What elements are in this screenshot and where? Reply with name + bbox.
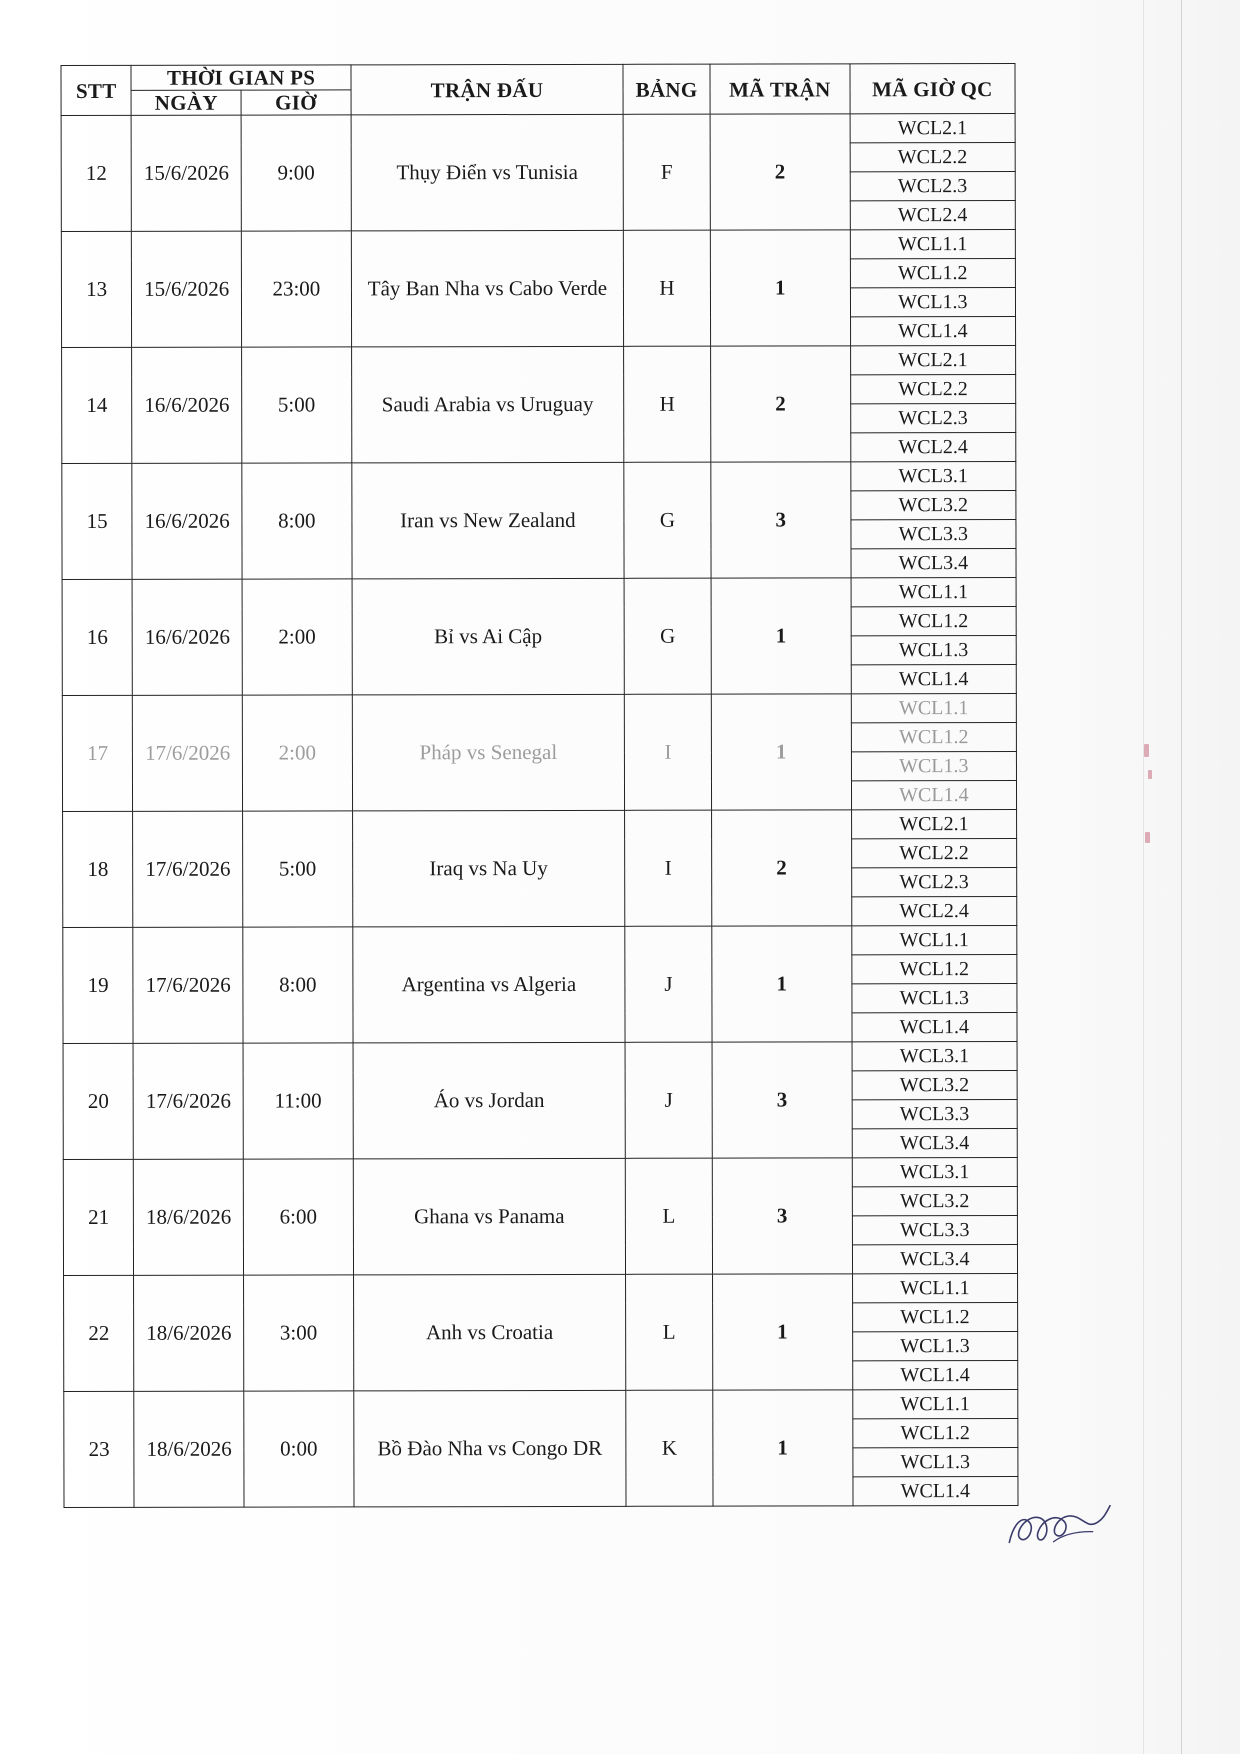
cell-ngay: 17/6/2026 xyxy=(133,1043,243,1159)
cell-ma-gio-qc: WCL3.4 xyxy=(852,1129,1017,1158)
cell-ma-tran: 1 xyxy=(711,694,851,810)
column-header-ngay: NGÀY xyxy=(131,90,241,115)
cell-ma-gio-qc: WCL1.4 xyxy=(852,1361,1017,1390)
cell-ma-gio-qc: WCL1.1 xyxy=(850,230,1015,259)
cell-tran-dau: Iran vs New Zealand xyxy=(352,463,625,580)
cell-ma-gio-qc: WCL1.4 xyxy=(850,317,1015,346)
cell-ma-gio-qc: WCL2.1 xyxy=(850,114,1015,143)
cell-stt: 20 xyxy=(63,1044,134,1160)
cell-bang: H xyxy=(624,346,711,462)
table-row xyxy=(63,926,1017,957)
cell-stt: 14 xyxy=(62,348,133,464)
cell-gio: 8:00 xyxy=(242,463,352,579)
cell-gio: 5:00 xyxy=(242,347,352,463)
cell-tran-dau: Saudi Arabia vs Uruguay xyxy=(351,347,624,464)
cell-ma-gio-qc: WCL1.2 xyxy=(852,955,1017,984)
cell-ma-tran: 1 xyxy=(712,1274,852,1390)
cell-ma-gio-qc: WCL2.4 xyxy=(851,897,1016,926)
table-row xyxy=(63,1158,1017,1189)
table-row xyxy=(62,578,1016,609)
cell-ma-gio-qc: WCL1.4 xyxy=(851,665,1016,694)
cell-ma-gio-qc: WCL3.4 xyxy=(852,1245,1017,1274)
cell-tran-dau: Iraq vs Na Uy xyxy=(352,811,625,928)
cell-bang: L xyxy=(626,1274,713,1390)
cell-ma-gio-qc: WCL1.2 xyxy=(851,723,1016,752)
cell-ngay: 17/6/2026 xyxy=(133,695,243,811)
cell-ma-gio-qc: WCL1.2 xyxy=(850,259,1015,288)
cell-bang: L xyxy=(625,1158,712,1274)
scan-artifact-speck xyxy=(1148,770,1152,779)
cell-ma-gio-qc: WCL2.2 xyxy=(851,839,1016,868)
cell-gio: 11:00 xyxy=(243,1043,353,1159)
cell-ngay: 16/6/2026 xyxy=(132,463,242,579)
cell-ma-tran: 1 xyxy=(713,1390,853,1506)
cell-stt: 22 xyxy=(64,1276,135,1392)
cell-ngay: 16/6/2026 xyxy=(132,347,242,463)
cell-ma-gio-qc: WCL3.1 xyxy=(850,462,1015,491)
cell-ngay: 17/6/2026 xyxy=(133,811,243,927)
cell-bang: G xyxy=(624,578,711,694)
cell-ma-gio-qc: WCL2.3 xyxy=(851,868,1016,897)
table-row xyxy=(64,1390,1018,1421)
cell-gio: 2:00 xyxy=(242,695,352,811)
cell-ma-tran: 3 xyxy=(712,1158,852,1274)
broadcast-schedule-table xyxy=(60,63,1018,1508)
cell-tran-dau: Bồ Đào Nha vs Congo DR xyxy=(354,1391,627,1508)
cell-gio: 8:00 xyxy=(243,927,353,1043)
cell-ngay: 16/6/2026 xyxy=(132,579,242,695)
cell-ma-gio-qc: WCL1.4 xyxy=(852,1013,1017,1042)
table-row xyxy=(61,114,1015,145)
cell-bang: I xyxy=(625,810,712,926)
scan-paper-edge-secondary xyxy=(1143,0,1144,1754)
table-body xyxy=(61,114,1018,1508)
column-header-bang: BẢNG xyxy=(623,64,710,114)
column-header-ma-gio-qc: MÃ GIỜ QC xyxy=(850,64,1015,115)
table-header xyxy=(61,64,1015,116)
cell-ma-tran: 1 xyxy=(710,230,850,346)
column-header-gio: GIỜ xyxy=(241,90,351,115)
cell-ma-gio-qc: WCL1.3 xyxy=(853,1448,1018,1477)
cell-ma-gio-qc: WCL3.1 xyxy=(852,1042,1017,1071)
cell-stt: 19 xyxy=(63,928,134,1044)
cell-ma-gio-qc: WCL1.1 xyxy=(851,578,1016,607)
column-header-tran-dau: TRẬN ĐẤU xyxy=(351,64,624,115)
table-row xyxy=(61,230,1015,261)
cell-ma-tran: 1 xyxy=(712,926,852,1042)
cell-ma-gio-qc: WCL2.3 xyxy=(850,172,1015,201)
cell-ma-gio-qc: WCL2.2 xyxy=(850,143,1015,172)
column-header-ma-tran: MÃ TRẬN xyxy=(710,64,850,115)
cell-stt: 12 xyxy=(61,116,132,232)
cell-ma-gio-qc: WCL1.3 xyxy=(852,1332,1017,1361)
cell-ma-tran: 3 xyxy=(712,1042,852,1158)
cell-ngay: 18/6/2026 xyxy=(134,1391,244,1507)
cell-tran-dau: Bỉ vs Ai Cập xyxy=(352,579,625,696)
column-header-stt: STT xyxy=(61,65,131,115)
schedule-table-container xyxy=(60,63,1018,1508)
cell-ma-gio-qc: WCL1.4 xyxy=(853,1477,1018,1506)
cell-ma-gio-qc: WCL3.2 xyxy=(852,1187,1017,1216)
table-row xyxy=(64,1274,1018,1305)
cell-ma-gio-qc: WCL1.3 xyxy=(851,752,1016,781)
cell-ngay: 18/6/2026 xyxy=(134,1159,244,1275)
cell-tran-dau: Pháp vs Senegal xyxy=(352,695,625,812)
cell-ma-gio-qc: WCL1.1 xyxy=(852,1274,1017,1303)
header-row-top xyxy=(61,64,1015,91)
cell-stt: 21 xyxy=(63,1160,134,1276)
cell-tran-dau: Áo vs Jordan xyxy=(353,1043,626,1160)
cell-stt: 13 xyxy=(61,232,132,348)
cell-gio: 5:00 xyxy=(243,811,353,927)
cell-ma-gio-qc: WCL1.3 xyxy=(852,984,1017,1013)
cell-ma-gio-qc: WCL3.2 xyxy=(851,491,1016,520)
cell-ma-gio-qc: WCL1.2 xyxy=(851,607,1016,636)
cell-gio: 0:00 xyxy=(244,1391,354,1507)
cell-gio: 9:00 xyxy=(241,115,351,231)
cell-ma-gio-qc: WCL3.3 xyxy=(852,1100,1017,1129)
cell-tran-dau: Tây Ban Nha vs Cabo Verde xyxy=(351,231,624,348)
cell-ma-gio-qc: WCL3.3 xyxy=(852,1216,1017,1245)
cell-ma-tran: 3 xyxy=(711,462,851,578)
column-header-thoi-gian-ps: THỜI GIAN PS xyxy=(131,65,350,91)
cell-ma-gio-qc: WCL1.2 xyxy=(852,1419,1017,1448)
cell-stt: 16 xyxy=(62,580,133,696)
cell-ma-gio-qc: WCL2.1 xyxy=(851,810,1016,839)
cell-bang: J xyxy=(625,1042,712,1158)
cell-ma-gio-qc: WCL3.2 xyxy=(852,1071,1017,1100)
cell-ma-gio-qc: WCL3.4 xyxy=(851,549,1016,578)
cell-bang: I xyxy=(624,694,711,810)
scan-paper-edge xyxy=(1181,0,1182,1754)
cell-ma-gio-qc: WCL3.3 xyxy=(851,520,1016,549)
cell-ngay: 18/6/2026 xyxy=(134,1275,244,1391)
cell-ma-tran: 2 xyxy=(711,810,851,926)
table-row xyxy=(62,694,1016,725)
cell-gio: 2:00 xyxy=(242,579,352,695)
cell-ma-tran: 2 xyxy=(710,114,850,230)
scan-artifact-speck xyxy=(1145,832,1150,843)
cell-tran-dau: Anh vs Croatia xyxy=(353,1275,626,1392)
cell-stt: 17 xyxy=(62,696,133,812)
cell-stt: 15 xyxy=(62,464,133,580)
handwritten-signature xyxy=(997,1491,1123,1563)
cell-tran-dau: Thụy Điển vs Tunisia xyxy=(351,115,624,232)
cell-ma-gio-qc: WCL2.2 xyxy=(850,375,1015,404)
cell-ma-tran: 2 xyxy=(710,346,850,462)
cell-ma-gio-qc: WCL1.1 xyxy=(851,694,1016,723)
table-row xyxy=(63,1042,1017,1073)
cell-tran-dau: Ghana vs Panama xyxy=(353,1159,626,1276)
cell-ngay: 15/6/2026 xyxy=(131,115,241,231)
scan-artifact-speck xyxy=(1144,744,1149,757)
cell-ma-gio-qc: WCL1.2 xyxy=(852,1303,1017,1332)
cell-ma-gio-qc: WCL2.4 xyxy=(850,201,1015,230)
cell-ma-gio-qc: WCL1.3 xyxy=(851,636,1016,665)
cell-ma-gio-qc: WCL1.1 xyxy=(852,1390,1017,1419)
cell-gio: 6:00 xyxy=(243,1159,353,1275)
cell-ma-gio-qc: WCL1.3 xyxy=(850,288,1015,317)
cell-bang: F xyxy=(623,114,710,230)
cell-ngay: 15/6/2026 xyxy=(132,231,242,347)
cell-tran-dau: Argentina vs Algeria xyxy=(353,927,626,1044)
cell-ma-gio-qc: WCL3.1 xyxy=(852,1158,1017,1187)
cell-stt: 23 xyxy=(64,1392,135,1508)
cell-gio: 3:00 xyxy=(244,1275,354,1391)
table-row xyxy=(62,346,1016,377)
cell-ma-gio-qc: WCL1.4 xyxy=(851,781,1016,810)
table-row xyxy=(63,810,1017,841)
cell-bang: K xyxy=(626,1390,713,1506)
cell-ma-gio-qc: WCL1.1 xyxy=(851,926,1016,955)
cell-bang: G xyxy=(624,462,711,578)
cell-stt: 18 xyxy=(63,812,134,928)
cell-ngay: 17/6/2026 xyxy=(133,927,243,1043)
cell-bang: H xyxy=(623,230,710,346)
cell-ma-gio-qc: WCL2.4 xyxy=(850,433,1015,462)
cell-ma-tran: 1 xyxy=(711,578,851,694)
cell-gio: 23:00 xyxy=(241,231,351,347)
cell-bang: J xyxy=(625,926,712,1042)
cell-ma-gio-qc: WCL2.1 xyxy=(850,346,1015,375)
table-row xyxy=(62,462,1016,493)
cell-ma-gio-qc: WCL2.3 xyxy=(850,404,1015,433)
